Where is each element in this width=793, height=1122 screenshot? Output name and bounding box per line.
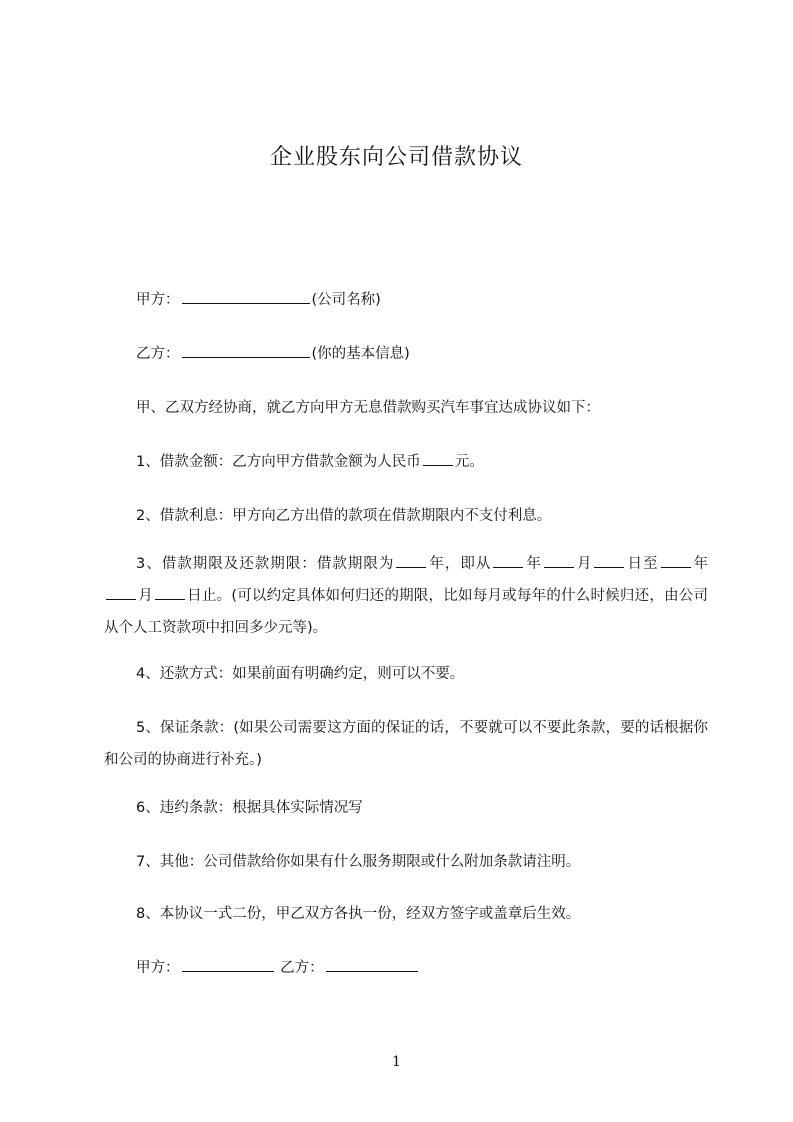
clause-1-prefix: 1、借款金额：乙方向甲方借款金额为人民币	[136, 454, 421, 470]
clause-3-part6: 年	[692, 556, 709, 572]
clause-8: 8、本协议一式二份，甲乙双方各执一份，经双方签字或盖章后生效。	[136, 906, 581, 922]
end-year-blank[interactable]	[661, 552, 691, 568]
party-b-note: (你的基本信息)	[311, 346, 410, 362]
page-number: 1	[392, 1054, 401, 1070]
end-day-blank[interactable]	[155, 584, 185, 600]
clause-3-part5: 日至	[626, 556, 659, 572]
party-a-note: (公司名称)	[311, 292, 381, 308]
party-a-label: 甲方：	[136, 292, 180, 308]
signature-party-b-label: 乙方：	[280, 960, 324, 976]
party-b-label: 乙方：	[136, 346, 180, 362]
loan-amount-blank[interactable]	[423, 450, 453, 466]
start-month-blank[interactable]	[544, 552, 574, 568]
party-b-blank[interactable]	[182, 342, 310, 358]
document-title: 企业股东向公司借款协议	[269, 145, 523, 170]
clause-2: 2、借款利息：甲方向乙方出借的款项在借款期限内不支付利息。	[136, 508, 552, 524]
signature-party-b-blank[interactable]	[326, 956, 418, 972]
intro-paragraph: 甲、乙双方经协商，就乙方向甲方无息借款购买汽车事宜达成协议如下：	[136, 400, 600, 416]
clause-5	[104, 712, 708, 776]
party-a-blank[interactable]	[182, 288, 310, 304]
signature-party-a-label: 甲方：	[136, 960, 180, 976]
clause-5-text: 5、保证条款：(如果公司需要这方面的保证的话，不要就可以不要此条款，要的话根据你和公司的协商进行补充。)	[104, 720, 708, 768]
end-month-blank[interactable]	[106, 584, 136, 600]
clause-3-part7: 月	[138, 588, 153, 604]
clause-4: 4、还款方式：如果前面有明确约定，则可以不要。	[136, 666, 465, 682]
party-b-line	[136, 338, 410, 370]
clause-3-part3: 年	[525, 556, 542, 572]
clause-7: 7、其他：公司借款给你如果有什么服务期限或什么附加条款请注明。	[136, 854, 581, 870]
clause-1	[136, 446, 484, 478]
loan-term-blank[interactable]	[396, 552, 426, 568]
clause-3	[104, 548, 708, 644]
start-day-blank[interactable]	[594, 552, 624, 568]
clause-6: 6、违约条款：根据具体实际情况写	[136, 800, 363, 816]
signature-party-a-blank[interactable]	[182, 956, 274, 972]
clause-3-part8: 日止。(可以约定具体如何归还的期限，比如每月或每年的什么时候归还，由公司从个人工资款项中扣回多少元等)。	[104, 588, 709, 636]
clause-3-part1: 3、借款期限及还款期限：借款期限为	[136, 556, 395, 572]
party-a-line	[136, 284, 381, 316]
clause-3-part2: 年，即从	[428, 556, 492, 572]
signature-line	[136, 952, 420, 984]
start-year-blank[interactable]	[493, 552, 523, 568]
clause-1-suffix: 元。	[454, 454, 484, 470]
clause-3-part4: 月	[575, 556, 593, 572]
